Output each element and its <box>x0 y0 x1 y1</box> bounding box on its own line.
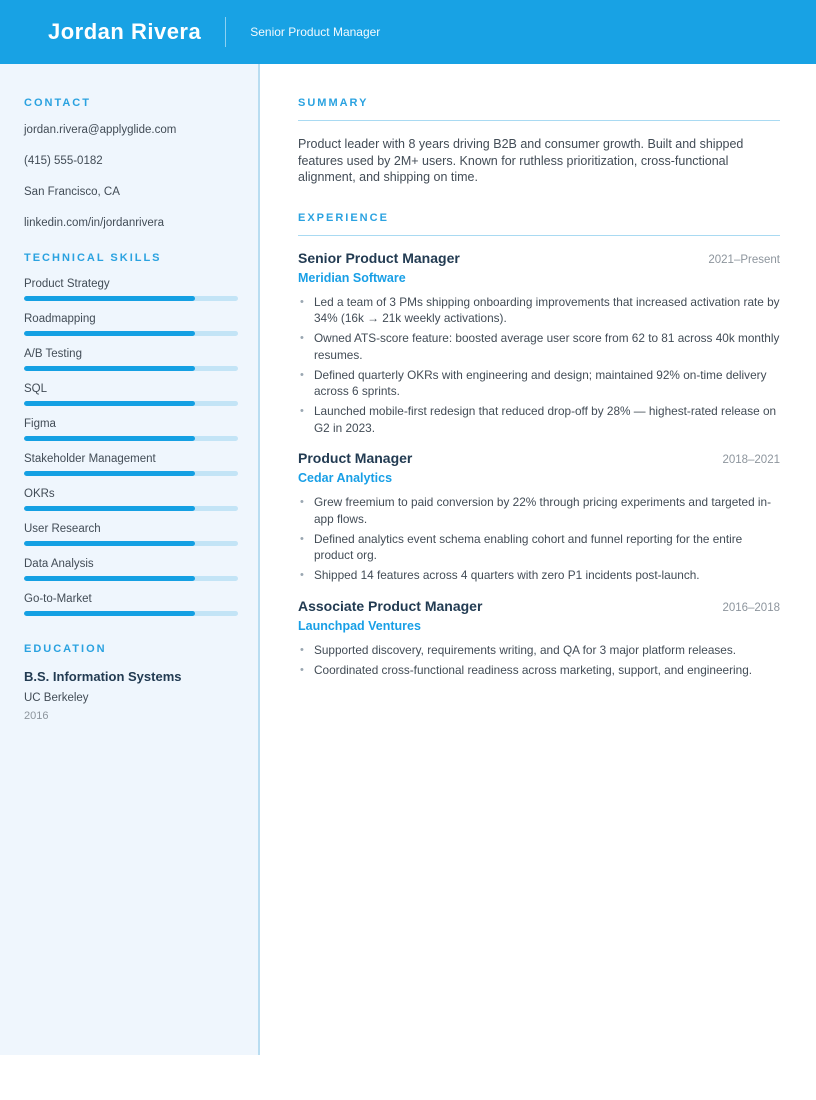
skill-row <box>24 383 238 406</box>
job-bullet: • Launched mobile-first redesign that reduced drop-off by 28% — highest-rated release on G2 in 2023. <box>298 403 780 436</box>
education-degree: B.S. Information Systems <box>24 669 182 684</box>
skill-row <box>24 523 238 546</box>
skill-bar-fill <box>24 296 195 301</box>
job-head <box>298 599 780 614</box>
skill-bar-track <box>24 541 238 546</box>
job-bullets <box>298 294 780 437</box>
contact-lines <box>24 124 238 230</box>
skill-row <box>24 558 238 581</box>
job-bullet: • Shipped 14 features across 4 quarters with zero P1 incidents post-launch. <box>298 567 780 584</box>
job-bullet: • Coordinated cross-functional readiness across marketing, support, and engineering. <box>298 662 780 679</box>
education-heading: EDUCATION <box>24 643 107 655</box>
job-entry <box>298 451 780 584</box>
skill-label: Stakeholder Management <box>24 453 156 465</box>
job-head <box>298 451 780 466</box>
job-bullet: • Owned ATS-score feature: boosted average user score from 62 to 81 across 40k monthly resumes. <box>298 330 780 363</box>
job-company: Meridian Software <box>298 270 406 285</box>
person-name: Jordan Rivera <box>48 19 202 44</box>
job-bullet: • Supported discovery, requirements writing, and QA for 3 major platform releases. <box>298 642 780 659</box>
education-school: UC Berkeley <box>24 692 89 704</box>
skill-bar-track <box>24 436 238 441</box>
skill-bar-fill <box>24 506 195 511</box>
skill-label: Product Strategy <box>24 278 110 290</box>
skill-row <box>24 453 238 476</box>
skill-bar-track <box>24 401 238 406</box>
skill-label: Roadmapping <box>24 313 96 325</box>
skill-row <box>24 313 238 336</box>
skill-row <box>24 418 238 441</box>
skill-bar-fill <box>24 611 195 616</box>
contact-line: jordan.rivera@applyglide.com <box>24 124 177 136</box>
skill-bar-fill <box>24 436 195 441</box>
job-bullet: • Led a team of 3 PMs shipping onboarding improvements that increased activation rate by 34% (16k → 21k weekly activations). <box>298 294 780 327</box>
contact-line: San Francisco, CA <box>24 186 120 198</box>
education-section <box>24 643 238 722</box>
job-dates: 2018–2021 <box>722 454 780 466</box>
skill-bar-track <box>24 331 238 336</box>
summary-text: Product leader with 8 years driving B2B and consumer growth. Built and shipped features used by 2M+ users. Known for ruthless prioritization, cross-functional alignment, and shipping on time. <box>298 137 744 184</box>
job-title: Product Manager <box>298 450 413 466</box>
experience-section <box>298 212 780 679</box>
skill-bar-fill <box>24 401 195 406</box>
skill-bar-track <box>24 576 238 581</box>
skill-row <box>24 488 238 511</box>
resume-header <box>0 0 816 64</box>
header-divider <box>225 17 226 47</box>
job-bullet: • Defined quarterly OKRs with engineering and design; maintained 92% on-time delivery across 6 sprints. <box>298 367 780 400</box>
skill-label: OKRs <box>24 488 55 500</box>
contact-line: (415) 555-0182 <box>24 155 103 167</box>
skill-label: SQL <box>24 383 48 395</box>
skills-list <box>24 278 238 616</box>
skill-row <box>24 348 238 371</box>
job-company: Launchpad Ventures <box>298 618 421 633</box>
sidebar <box>0 64 260 1055</box>
skill-bar-fill <box>24 541 195 546</box>
job-entry <box>298 599 780 679</box>
skill-bar-track <box>24 296 238 301</box>
contact-heading: CONTACT <box>24 97 91 109</box>
job-title: Senior Product Manager <box>298 249 460 266</box>
job-dates: 2021–Present <box>708 253 780 266</box>
skill-label: Go-to-Market <box>24 593 92 605</box>
main-content <box>260 64 816 682</box>
skill-bar-fill <box>24 471 195 476</box>
job-head <box>298 251 780 266</box>
skill-label: User Research <box>24 523 101 535</box>
job-company: Cedar Analytics <box>298 471 393 485</box>
job-entry <box>298 251 780 437</box>
skill-label: Data Analysis <box>24 558 94 570</box>
skill-bar-fill <box>24 366 195 371</box>
skill-row <box>24 593 238 616</box>
job-bullet: • Defined analytics event schema enabling cohort and funnel reporting for the entire product org. <box>298 531 780 564</box>
skills-heading: TECHNICAL SKILLS <box>24 252 162 264</box>
summary-section <box>298 97 780 186</box>
job-bullets <box>298 494 780 584</box>
job-bullet: • Grew freemium to paid conversion by 22% through pricing experiments and targeted in-app flows. <box>298 494 780 527</box>
person-title: Senior Product Manager <box>250 25 381 39</box>
experience-heading: EXPERIENCE <box>298 212 780 236</box>
skill-bar-fill <box>24 331 195 336</box>
skill-bar-fill <box>24 576 195 581</box>
job-list <box>298 251 780 679</box>
education-year: 2016 <box>24 710 49 722</box>
contact-line: linkedin.com/in/jordanrivera <box>24 217 164 229</box>
job-dates: 2016–2018 <box>722 601 780 614</box>
skill-bar-track <box>24 506 238 511</box>
job-title: Associate Product Manager <box>298 597 483 614</box>
skill-bar-track <box>24 471 238 476</box>
skill-row <box>24 278 238 301</box>
contact-section <box>24 97 238 230</box>
job-bullets <box>298 642 780 679</box>
skills-section <box>24 252 238 616</box>
skill-label: Figma <box>24 418 56 430</box>
resume-body <box>0 64 816 1055</box>
skill-bar-track <box>24 366 238 371</box>
summary-heading: SUMMARY <box>298 97 780 121</box>
skill-label: A/B Testing <box>24 348 82 360</box>
skill-bar-track <box>24 611 238 616</box>
